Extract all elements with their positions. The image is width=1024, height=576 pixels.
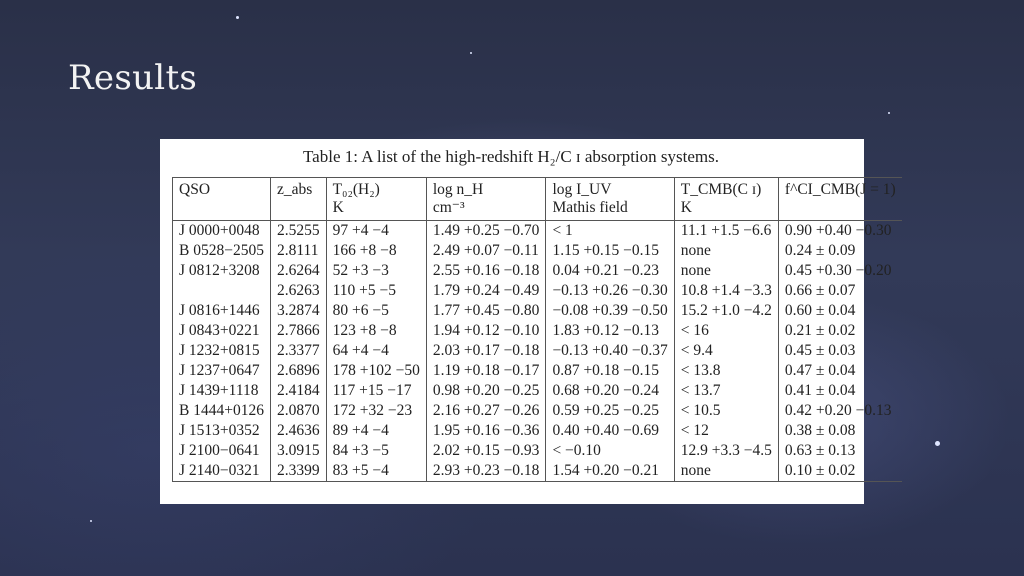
table-cell: 0.59 +0.25 −0.25 [546, 401, 674, 421]
table-cell: 12.9 +3.3 −4.5 [674, 441, 778, 461]
table-row [173, 461, 902, 482]
table-cell: B 0528−2505 [173, 241, 271, 261]
table-row [173, 301, 902, 321]
table-cell: 80 +6 −5 [326, 301, 426, 321]
table-cell: 0.24 ± 0.09 [778, 241, 901, 261]
header-cell: f^CI_CMB(J = 1) [778, 178, 901, 200]
table-cell: 84 +3 −5 [326, 441, 426, 461]
table-cell: 2.7866 [270, 321, 326, 341]
table-cell: 97 +4 −4 [326, 221, 426, 242]
table-cell: 0.90 +0.40 −0.30 [778, 221, 901, 242]
table-row [173, 261, 902, 281]
table-cell: < 1 [546, 221, 674, 242]
table-cell: 52 +3 −3 [326, 261, 426, 281]
table-cell: 0.66 ± 0.07 [778, 281, 901, 301]
table-cell: 2.02 +0.15 −0.93 [426, 441, 546, 461]
table-cell: J 2140−0321 [173, 461, 271, 482]
table-cell: 0.45 +0.30 −0.20 [778, 261, 901, 281]
star [90, 520, 92, 522]
table-row [173, 221, 902, 242]
table-cell: 2.0870 [270, 401, 326, 421]
table-cell: < 10.5 [674, 401, 778, 421]
slide-title: Results [68, 58, 198, 98]
table-cell: 0.98 +0.20 −0.25 [426, 381, 546, 401]
table-cell: 2.3377 [270, 341, 326, 361]
results-table [172, 177, 902, 482]
table-cell: 1.94 +0.12 −0.10 [426, 321, 546, 341]
header-unit-cell [173, 199, 271, 221]
results-table-card [160, 139, 896, 504]
table-cell: none [674, 461, 778, 482]
table-cell: 1.77 +0.45 −0.80 [426, 301, 546, 321]
table-cell: 0.21 ± 0.02 [778, 321, 901, 341]
header-cell: z_abs [270, 178, 326, 200]
table-cell: 3.0915 [270, 441, 326, 461]
table-cell: 1.19 +0.18 −0.17 [426, 361, 546, 381]
star [888, 112, 890, 114]
table-cell: 1.49 +0.25 −0.70 [426, 221, 546, 242]
table-row [173, 361, 902, 381]
header-unit-cell [270, 199, 326, 221]
table-row [173, 281, 902, 301]
table-cell: 117 +15 −17 [326, 381, 426, 401]
table-cell: 0.63 ± 0.13 [778, 441, 901, 461]
table-cell: 11.1 +1.5 −6.6 [674, 221, 778, 242]
header-cell: log I_UV [546, 178, 674, 200]
table-cell: 0.38 ± 0.08 [778, 421, 901, 441]
table-cell: J 0812+3208 [173, 261, 271, 281]
table-cell: < 13.7 [674, 381, 778, 401]
table-cell: J 2100−0641 [173, 441, 271, 461]
star [470, 52, 472, 54]
table-cell: 2.49 +0.07 −0.11 [426, 241, 546, 261]
table-row [173, 441, 902, 461]
table-row [173, 381, 902, 401]
table-cell: 2.6263 [270, 281, 326, 301]
table-row [173, 321, 902, 341]
table-cell: 2.8111 [270, 241, 326, 261]
header-unit-cell [778, 199, 901, 221]
table-cell: 0.04 +0.21 −0.23 [546, 261, 674, 281]
table-header-row [173, 178, 902, 200]
table-cell: none [674, 241, 778, 261]
header-unit-cell: K [674, 199, 778, 221]
table-cell: 89 +4 −4 [326, 421, 426, 441]
table-cell: 0.47 ± 0.04 [778, 361, 901, 381]
table-cell: 1.15 +0.15 −0.15 [546, 241, 674, 261]
star [236, 16, 239, 19]
table-cell: 2.03 +0.17 −0.18 [426, 341, 546, 361]
table-cell: B 1444+0126 [173, 401, 271, 421]
table-cell: 64 +4 −4 [326, 341, 426, 361]
table-cell: 0.45 ± 0.03 [778, 341, 901, 361]
table-cell: 0.41 ± 0.04 [778, 381, 901, 401]
header-cell: QSO [173, 178, 271, 200]
table-row [173, 341, 902, 361]
table-row [173, 401, 902, 421]
table-cell: 0.42 +0.20 −0.13 [778, 401, 901, 421]
table-cell: J 1232+0815 [173, 341, 271, 361]
table-cell: 2.6264 [270, 261, 326, 281]
table-row [173, 241, 902, 261]
table-cell [173, 281, 271, 301]
table-cell: 1.54 +0.20 −0.21 [546, 461, 674, 482]
table-cell: −0.13 +0.26 −0.30 [546, 281, 674, 301]
table-cell: < 12 [674, 421, 778, 441]
table-cell: 2.16 +0.27 −0.26 [426, 401, 546, 421]
header-cell: T₀₂(H₂) [326, 178, 426, 200]
table-cell: 2.4636 [270, 421, 326, 441]
table-cell: J 1237+0647 [173, 361, 271, 381]
table-cell: none [674, 261, 778, 281]
header-cell: log n_H [426, 178, 546, 200]
table-cell: J 0816+1446 [173, 301, 271, 321]
table-cell: 172 +32 −23 [326, 401, 426, 421]
table-cell: 2.4184 [270, 381, 326, 401]
table-cell: 1.83 +0.12 −0.13 [546, 321, 674, 341]
header-unit-cell: K [326, 199, 426, 221]
table-header-row [173, 199, 902, 221]
table-cell: < −0.10 [546, 441, 674, 461]
table-cell: 3.2874 [270, 301, 326, 321]
table-cell: 123 +8 −8 [326, 321, 426, 341]
table-cell: 110 +5 −5 [326, 281, 426, 301]
table-cell: 10.8 +1.4 −3.3 [674, 281, 778, 301]
table-cell: 0.10 ± 0.02 [778, 461, 901, 482]
table-cell: 0.60 ± 0.04 [778, 301, 901, 321]
table-cell: 83 +5 −4 [326, 461, 426, 482]
table-cell: 1.79 +0.24 −0.49 [426, 281, 546, 301]
table-cell: 0.87 +0.18 −0.15 [546, 361, 674, 381]
table-cell: −0.08 +0.39 −0.50 [546, 301, 674, 321]
header-unit-cell: cm⁻³ [426, 199, 546, 221]
table-cell: 2.93 +0.23 −0.18 [426, 461, 546, 482]
table-cell: J 0843+0221 [173, 321, 271, 341]
table-row [173, 421, 902, 441]
table-body [173, 221, 902, 482]
table-cell: < 16 [674, 321, 778, 341]
table-cell: 166 +8 −8 [326, 241, 426, 261]
table-cell: 2.6896 [270, 361, 326, 381]
header-cell: T_CMB(C ɪ) [674, 178, 778, 200]
table-cell: 2.55 +0.16 −0.18 [426, 261, 546, 281]
table-cell: 2.3399 [270, 461, 326, 482]
table-cell: 0.40 +0.40 −0.69 [546, 421, 674, 441]
star [935, 441, 940, 446]
header-unit-cell: Mathis field [546, 199, 674, 221]
table-cell: J 1513+0352 [173, 421, 271, 441]
table-cell: 1.95 +0.16 −0.36 [426, 421, 546, 441]
table-cell: < 9.4 [674, 341, 778, 361]
table-cell: −0.13 +0.40 −0.37 [546, 341, 674, 361]
table-cell: J 0000+0048 [173, 221, 271, 242]
table-cell: 15.2 +1.0 −4.2 [674, 301, 778, 321]
table-cell: J 1439+1118 [173, 381, 271, 401]
table-cell: 2.5255 [270, 221, 326, 242]
table-caption: Table 1: A list of the high-redshift H₂/C ɪ absorption systems. [302, 147, 719, 166]
table-cell: 178 +102 −50 [326, 361, 426, 381]
table-cell: < 13.8 [674, 361, 778, 381]
table-cell: 0.68 +0.20 −0.24 [546, 381, 674, 401]
